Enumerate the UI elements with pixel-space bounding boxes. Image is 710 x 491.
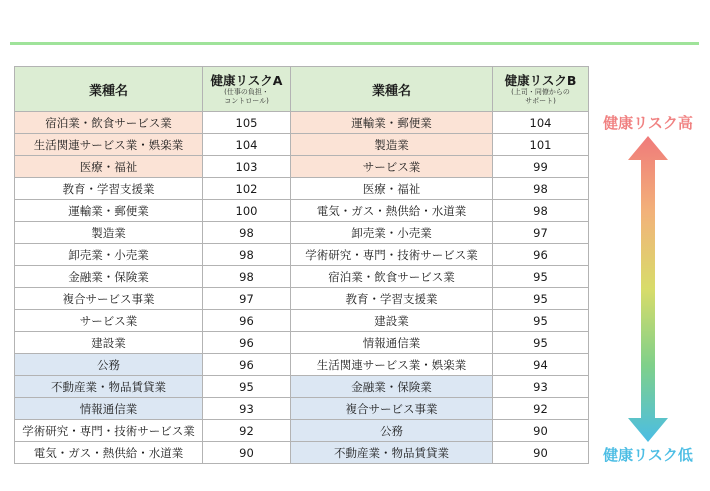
risk-a-value: 93 [203,398,291,420]
industry-a-cell: 学術研究・専門・技術サービス業 [15,420,203,442]
industry-a-cell: 金融業・保険業 [15,266,203,288]
risk-a-value: 98 [203,266,291,288]
industry-b-cell: 不動産業・物品賃貸業 [291,442,493,464]
risk-a-value: 105 [203,112,291,134]
risk-legend [592,110,704,470]
header-risk-b: 健康リスクB (上司・同僚からの サポート) [493,67,589,112]
risk-b-value: 90 [493,442,589,464]
industry-b-cell: 金融業・保険業 [291,376,493,398]
industry-a-cell: 情報通信業 [15,398,203,420]
industry-a-cell: 医療・福祉 [15,156,203,178]
risk-b-value: 97 [493,222,589,244]
risk-b-value: 94 [493,354,589,376]
table-row [15,178,589,200]
risk-a-value: 90 [203,442,291,464]
industry-a-cell: 生活関連サービス業・娯楽業 [15,134,203,156]
industry-b-cell: 電気・ガス・熱供給・水道業 [291,200,493,222]
industry-a-cell: サービス業 [15,310,203,332]
industry-b-cell: 学術研究・専門・技術サービス業 [291,244,493,266]
risk-b-value: 92 [493,398,589,420]
risk-a-value: 98 [203,244,291,266]
industry-a-cell: 建設業 [15,332,203,354]
risk-b-value: 98 [493,200,589,222]
header-risk-a: 健康リスクA (仕事の負担・ コントロール) [203,67,291,112]
risk-a-value: 100 [203,200,291,222]
risk-a-value: 96 [203,310,291,332]
risk-b-value: 99 [493,156,589,178]
table-row [15,244,589,266]
table-row [15,398,589,420]
industry-b-cell: 宿泊業・飲食サービス業 [291,266,493,288]
industry-a-cell: 宿泊業・飲食サービス業 [15,112,203,134]
industry-b-cell: 建設業 [291,310,493,332]
risk-a-value: 103 [203,156,291,178]
risk-b-value: 95 [493,288,589,310]
industry-b-cell: 公務 [291,420,493,442]
industry-b-cell: 教育・学習支援業 [291,288,493,310]
table-row [15,200,589,222]
table-row [15,134,589,156]
table-row [15,310,589,332]
industry-a-cell: 電気・ガス・熱供給・水道業 [15,442,203,464]
risk-b-value: 95 [493,332,589,354]
risk-b-value: 95 [493,310,589,332]
table-body [15,112,589,464]
industry-a-cell: 運輸業・郵便業 [15,200,203,222]
top-divider [10,42,699,45]
risk-a-value: 95 [203,376,291,398]
table-row [15,266,589,288]
risk-a-value: 97 [203,288,291,310]
industry-a-cell: 不動産業・物品賃貸業 [15,376,203,398]
risk-a-value: 104 [203,134,291,156]
industry-b-cell: 運輸業・郵便業 [291,112,493,134]
legend-high-label: 健康リスク高 [603,114,693,132]
risk-a-value: 96 [203,332,291,354]
industry-a-cell: 卸売業・小売業 [15,244,203,266]
table-row [15,354,589,376]
risk-b-value: 93 [493,376,589,398]
header-industry-a: 業種名 [15,67,203,112]
industry-b-cell: 複合サービス事業 [291,398,493,420]
industry-a-cell: 複合サービス事業 [15,288,203,310]
table-row [15,420,589,442]
industry-b-cell: 情報通信業 [291,332,493,354]
table-row [15,156,589,178]
risk-a-value: 98 [203,222,291,244]
industry-b-cell: 医療・福祉 [291,178,493,200]
industry-b-cell: 製造業 [291,134,493,156]
table-row [15,288,589,310]
legend-low-label: 健康リスク低 [603,446,693,464]
risk-b-value: 98 [493,178,589,200]
risk-a-value: 96 [203,354,291,376]
risk-b-value: 96 [493,244,589,266]
double-headed-vertical-gradient-arrow-icon [628,136,668,442]
table-row [15,222,589,244]
health-risk-table [14,66,589,464]
header-industry-b: 業種名 [291,67,493,112]
table-header-row [15,67,589,112]
table-row [15,376,589,398]
industry-b-cell: サービス業 [291,156,493,178]
industry-a-cell: 製造業 [15,222,203,244]
risk-a-value: 102 [203,178,291,200]
risk-a-value: 92 [203,420,291,442]
table-row [15,332,589,354]
industry-b-cell: 生活関連サービス業・娯楽業 [291,354,493,376]
risk-b-value: 104 [493,112,589,134]
industry-a-cell: 公務 [15,354,203,376]
risk-b-value: 90 [493,420,589,442]
risk-b-value: 101 [493,134,589,156]
industry-a-cell: 教育・学習支援業 [15,178,203,200]
table-row [15,112,589,134]
table-row [15,442,589,464]
industry-b-cell: 卸売業・小売業 [291,222,493,244]
risk-b-value: 95 [493,266,589,288]
